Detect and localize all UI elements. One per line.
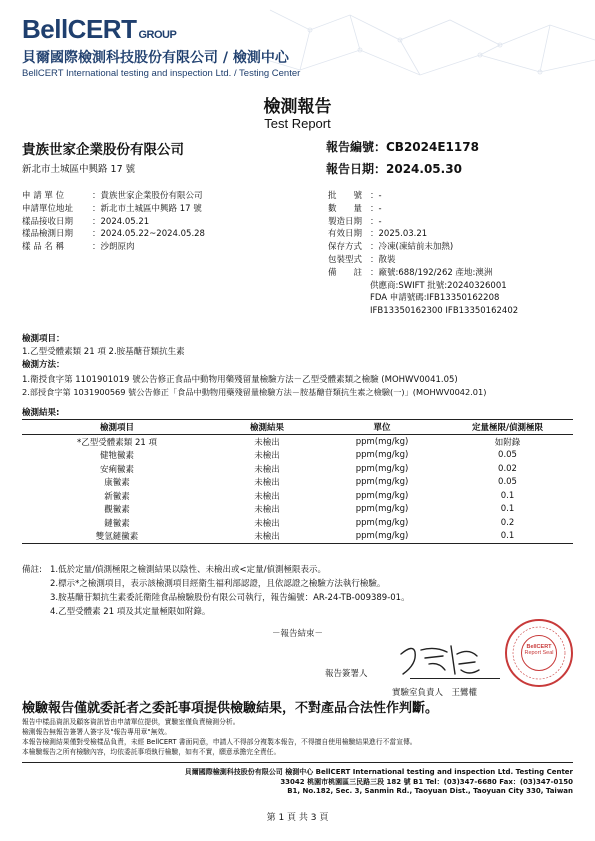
info-row: 備 註 ：廠號:688/192/262 產地:澳洲 [328, 267, 493, 278]
results-table [22, 419, 573, 544]
disclaimer-line: 本檢驗報告之所有檢驗內容，均依委託事項執行檢驗，如有不實，願意承擔完全責任。 [22, 748, 281, 756]
report-number: 報告編號：CB2024E1178 [326, 140, 479, 154]
info-right-block [328, 190, 518, 318]
lab-director: 實驗室負責人 王鸞權 [392, 688, 478, 698]
footer-divider [22, 762, 573, 763]
table-row: 安痢黴素 未檢出 ppm(mg/kg) 0.02 [99, 463, 517, 475]
disclaimer-main: 檢驗報告僅就委託者之委託事項提供檢驗結果，不對產品合法性作判斷。 [22, 701, 439, 716]
table-header-row [22, 420, 573, 435]
table-row: 康黴素 未檢出 ppm(mg/kg) 0.05 [104, 477, 517, 489]
col-header: 定量極限/偵測極限 [442, 420, 573, 435]
disclaimer-line: 報告中樣品資訊及顧客資訊皆由申請單位提供，實驗室僅負責檢測分析。 [22, 718, 240, 726]
remark-line: IFB13350162300 IFB13350162402 [370, 306, 519, 317]
remark-line: FDA 申請號碼:IFB13350162208 [370, 293, 500, 304]
note-line: 4.乙型受體素 21 項及其定量極限如附錄。 [50, 607, 211, 617]
remark-line: 供應商:SWIFT 批號:20240326001 [370, 280, 507, 291]
footer-line: B1, No.182, Sec. 3, Sanmin Rd., Taoyuan Dist., Taoyuan City 330, Taiwan [287, 787, 573, 795]
note-line: 1.低於定量/偵測極限之檢測結果以陰性、未檢出或<定量/偵測極限表示。 [50, 565, 326, 575]
end-of-report: －報告結束－ [271, 629, 323, 639]
table-row: 雙氫鏈黴素 未檢出 ppm(mg/kg) 0.1 [22, 530, 573, 544]
notes-label: 備註: [22, 565, 42, 575]
company-name-cn: 貝爾國際檢測科技股份有限公司 / 檢測中心 [22, 50, 289, 66]
logo-group-text: GROUP [138, 29, 177, 41]
info-left-block [22, 190, 205, 254]
info-row: 製造日期 ：- [328, 216, 382, 227]
table-row: 觀黴素 未檢出 ppm(mg/kg) 0.1 [104, 504, 515, 516]
footer-line: 貝爾國際檢測科技股份有限公司 檢測中心 BellCERT International testing and inspection Ltd. Testing Center [184, 768, 573, 776]
methods-title: 檢測方法： [22, 360, 65, 370]
seal-text: BellCERT [526, 644, 552, 650]
info-row: 批 號 ：- [328, 191, 382, 201]
note-line: 3.胺基醣苷類抗生素委託衛陸食品檢驗股份有限公司執行，報告編號：AR-24-TB-009389-01。 [50, 593, 410, 603]
items-title: 檢測項目： [22, 334, 65, 344]
col-header: 檢測結果 [212, 420, 322, 435]
company-name-en: BellCERT International testing and inspection Ltd. / Testing Center [22, 68, 301, 79]
disclaimer-line: 本報告檢測結果僅對受檢樣品負責，未經 BellCERT 書面同意，申請人不得部分複製本報告，不得擅自使用檢驗結果進行不當宣傳。 [22, 738, 417, 746]
info-row: 保存方式 ：冷凍(凍結前未加熱) [328, 242, 454, 253]
footer-line: 33042 桃園市桃園區三民路三段 182 號 B1 Tel：(03)347-6680 Fax：(03)347-0150 [280, 778, 573, 786]
info-row: 樣品檢測日期 ：2024.05.22~2024.05.28 [22, 229, 205, 240]
col-header: 單位 [322, 420, 442, 435]
report-title-en: Test Report [264, 116, 331, 131]
info-row: 申請單位地址 ：新北市土城區中興路 17 號 [22, 203, 202, 214]
disclaimer-line: 檢測報告無報告簽署人簽字及"報告專用章"無效。 [22, 728, 171, 736]
page-number: 第 1 頁 共 3 頁 [266, 813, 329, 823]
client-address: 新北市土城區中興路 17 號 [22, 164, 136, 175]
info-row: 樣品接收日期 ：2024.05.21 [22, 216, 150, 227]
info-row: 樣 品 名 稱 ：沙朗原肉 [22, 242, 135, 253]
items-text: 1.乙型受體素類 21 項 2.胺基醣苷類抗生素 [22, 347, 185, 357]
table-row: 新黴素 未檢出 ppm(mg/kg) 0.1 [104, 490, 515, 502]
results-title: 檢測結果: [22, 408, 60, 418]
signer-label: 報告簽署人 [325, 669, 368, 679]
note-line: 2.標示*之檢測項目，表示該檢測項目經衛生福利部認證，且依認證之檢驗方法執行檢驗。 [50, 579, 386, 589]
info-row: 包裝型式 ：散裝 [328, 254, 396, 265]
handwritten-signature [395, 640, 485, 682]
method-line: 1.衛授食字第 1101901019 號公告修正食品中動物用藥殘留量檢驗方法－乙型受體素類之檢驗 (MOHWV0041.05) [22, 375, 458, 385]
info-row: 數 量 ：- [328, 203, 382, 214]
info-row: 有效日期 ：2025.03.21 [328, 229, 428, 240]
report-date: 報告日期：2024.05.30 [326, 162, 462, 176]
client-name: 貴族世家企業股份有限公司 [22, 142, 184, 158]
signature-line [410, 678, 500, 679]
table-row: 鏈黴素 未檢出 ppm(mg/kg) 0.2 [104, 517, 515, 529]
bellcert-logo: BellCERT GROUP [22, 14, 177, 44]
report-title-cn: 檢測報告 [263, 97, 332, 117]
col-header: 檢測項目 [22, 420, 212, 435]
report-seal-stamp [505, 619, 573, 687]
method-line: 2.部授食字第 1031900569 號公告修正「食品中動物用藥殘留量檢驗方法－胺基醣苷類抗生素之檢驗(一)」(MOHWV0042.01) [22, 387, 487, 397]
info-row: 申 請 單 位 ：貴族世家企業股份有限公司 [22, 191, 203, 201]
table-row: 健牠黴素 未檢出 ppm(mg/kg) 0.05 [99, 450, 517, 462]
seal-subtext: Report Seal [524, 650, 554, 656]
table-row: *乙型受體素類 21 項 未檢出 ppm(mg/kg) 如附錄 [77, 436, 521, 448]
